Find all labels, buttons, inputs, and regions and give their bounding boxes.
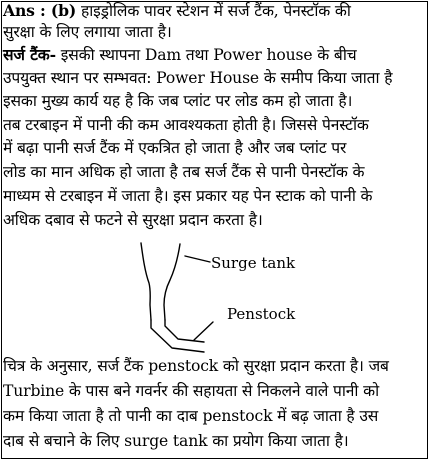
- penstock-leader: [194, 322, 213, 340]
- surge-tank-line-6: लोड का मान अधिक हो जाता है तब सर्ज टैंक से पानी पेनस्टॉक के: [3, 163, 365, 181]
- surge-tank-line-7: माध्यम से टरबाइन में जाता है। इस प्रकार यह पेन स्टाक को पानी के: [3, 187, 373, 205]
- surge-tank-text-1: इसकी स्थापना Dam तथा Power house के बीच: [60, 46, 357, 64]
- answer-line-2: सुरक्षा के लिए लगाया जाता है।: [3, 23, 172, 41]
- answer-text-1: हाइड्रोलिक पावर स्टेशन में सर्ज टैंक, पेनस्टॉक की: [80, 2, 351, 20]
- conclusion-line-3: कम किया जाता है तो पानी का दाब penstock में बढ़ जाता है उस: [3, 407, 379, 425]
- surge-tank-label: Surge tank: [211, 254, 296, 272]
- surge-tank-leader: [185, 256, 210, 262]
- surge-tank-line-4: तब टरबाइन में पानी की कम आवश्यकता होती है। जिससे पेनस्टॉक: [3, 116, 369, 134]
- answer-label: Ans : (b): [3, 1, 77, 20]
- surge-tank-line-8: अधिक दबाव से फटने से सुरक्षा प्रदान करता है।: [3, 211, 263, 229]
- surge-tank-left-wall: [141, 243, 151, 320]
- surge-tank-line-3: इसका मुख्य कार्य यह है कि जब प्लांट पर लोड कम हो जाता है।: [3, 92, 353, 110]
- surge-tank-line-5: में बढ़ा पानी सर्ज टैंक में एकत्रित हो जाता है और जब प्लांट पर: [3, 139, 347, 157]
- conclusion-line-1: चित्र के अनुसार, सर्ज टैंक penstock को सुरक्षा प्रदान करता है। जब: [3, 357, 389, 375]
- penstock-outer-line: [151, 320, 204, 352]
- penstock-label: Penstock: [227, 305, 296, 323]
- surge-tank-line-2: उपयुक्त स्थान पर सम्भवत: Power House के समीप किया जाता है: [3, 69, 393, 87]
- penstock-inner-line: [165, 320, 204, 342]
- surge-tank-right-wall: [164, 244, 180, 320]
- conclusion-line-4: दाब से बचाने के लिए surge tank का प्रयोग किया जाता है।: [3, 432, 349, 450]
- conclusion-line-2: Turbine के पास बने गवर्नर की सहायता से निकलने वाले पानी को: [3, 382, 379, 400]
- surge-tank-heading: सर्ज टैंक-: [3, 45, 56, 64]
